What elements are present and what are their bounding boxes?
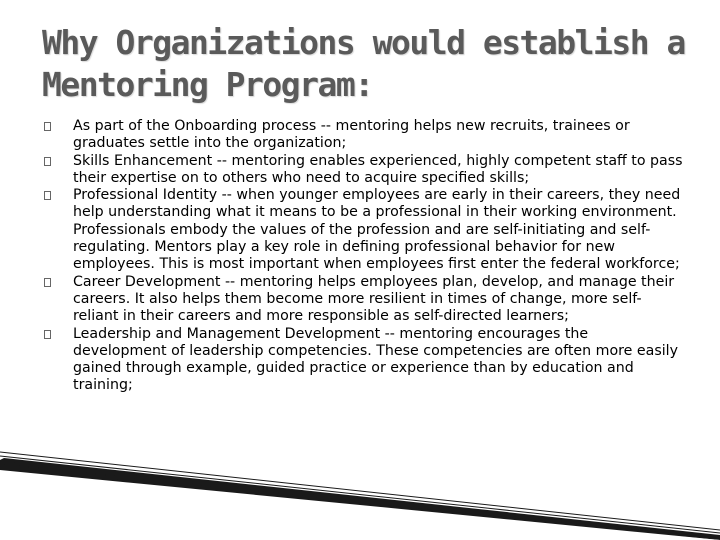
bullet-item [44,118,684,153]
square-bullet-icon [44,122,51,131]
square-bullet-icon [44,278,51,287]
square-bullet-icon [44,157,51,166]
bullet-item [44,326,684,395]
bullet-list [44,118,684,395]
bullet-item [44,187,684,273]
bullet-text: Leadership and Management Development -- mentoring encourages the development of leadership competencies. These competencies are often more easily gained through example, guided practice or experience than by education and training; [73,325,678,394]
bullet-text: Skills Enhancement -- mentoring enables experienced, highly competent staff to pass their expertise on to others who need to acquire specified skills; [73,152,683,186]
slide-title: Why Organizations would establish a Mentoring Program: [42,23,685,104]
square-bullet-icon [44,191,51,200]
bullet-item [44,153,684,188]
square-bullet-icon [44,330,51,339]
bullet-text: Career Development -- mentoring helps employees plan, develop, and manage their careers. It also helps them become more resilient in times of change, more self-reliant in their careers and more responsible as self-directed learners; [73,273,675,325]
bullet-item [44,274,684,326]
decorative-swoosh [0,400,720,540]
bullet-text: As part of the Onboarding process -- mentoring helps new recruits, trainees or graduates settle into the organization; [73,118,630,152]
bullet-text: Professional Identity -- when younger employees are early in their careers, they need help understanding what it means to be a professional in their working environment. Professionals embody the values of the profession and are self-initiating and self-regulating. Mentors play a key role in defining professional behavior for new employees. This is most important when employees first enter the federal workforce; [73,187,681,273]
